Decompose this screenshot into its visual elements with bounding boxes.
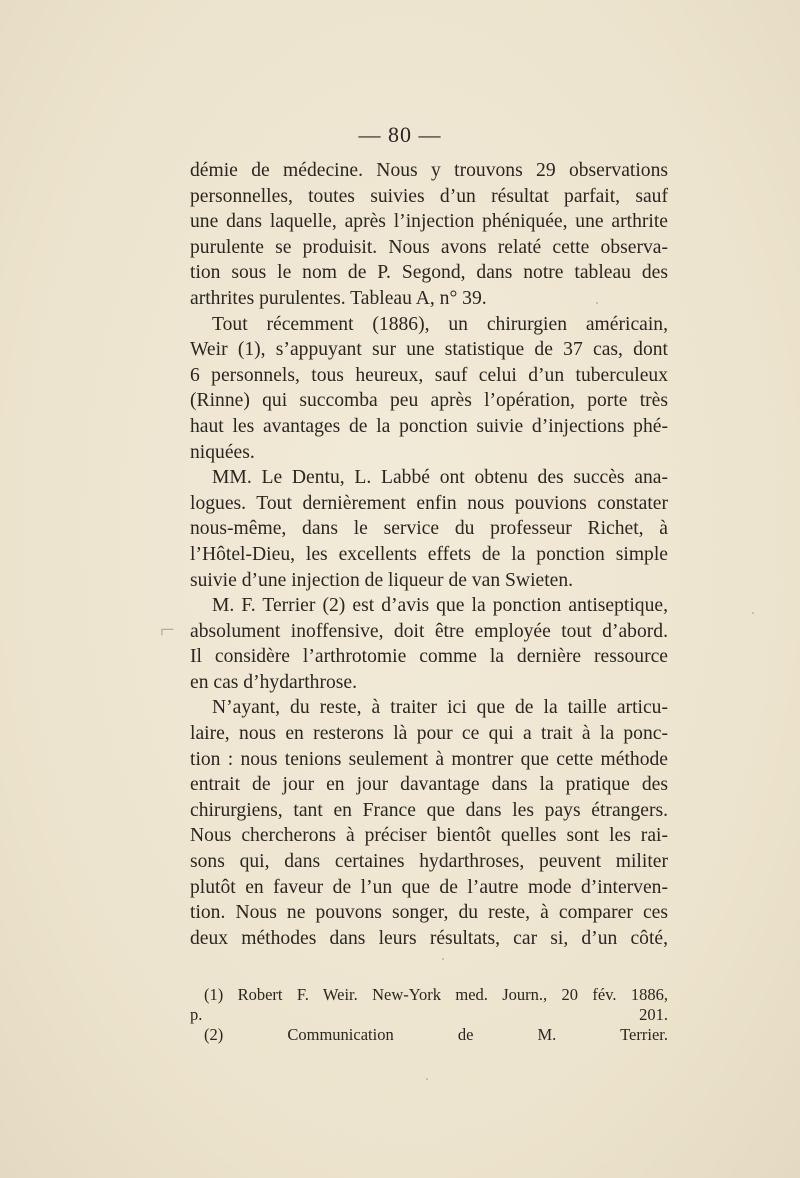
text-line: N’ayant, du reste, à traiter ici que de la taille articu- (212, 697, 668, 719)
text-line: entrait de jour en jour davantage dans la pratique des (190, 774, 668, 796)
text-line: suivie d’une injection de liqueur de van Swieten. (190, 569, 574, 591)
text-line: haut les avantages de la ponction suivie d’injections phé- (190, 415, 668, 437)
footnote-1: (1) Robert F. Weir. New-York med. Journ., 20 fév. 1886, (204, 985, 668, 1004)
paper-speck (442, 958, 444, 960)
text-line: chirurgiens, tant en France que dans les pays étrangers. (190, 799, 668, 821)
text-line: plutôt en faveur de l’un que de l’autre mode d’interven- (190, 876, 668, 898)
text-line: niquées. (190, 441, 255, 463)
text-line: absolument inoffensive, doit être employée tout d’abord. (190, 620, 668, 642)
text-line: sons qui, dans certaines hydarthroses, peuvent militer (190, 851, 668, 873)
text-line: Weir (1), s’appuyant sur une statistique de 37 cas, dont (190, 339, 668, 361)
text-line: personnelles, toutes suivies d’un résultat parfait, sauf (190, 185, 668, 207)
text-line: tion : nous tenions seulement à montrer que cette méthode (190, 748, 668, 770)
text-line: Nous chercherons à préciser bientôt quelles sont les rai- (190, 825, 668, 847)
footnote-2: (2) Communication de M. Terrier. (204, 1025, 668, 1044)
text-line: 6 personnels, tous heureux, sauf celui d’un tuberculeux (190, 364, 668, 386)
text-line: tion sous le nom de P. Segond, dans notre tableau des (190, 262, 668, 284)
text-line: démie de médecine. Nous y trouvons 29 observations (190, 160, 668, 181)
footnote-1-continuation: p. 201. (190, 1005, 668, 1024)
text-line: (Rinne) qui succomba peu après l’opération, porte très (190, 390, 668, 412)
text-line: purulente se produisit. Nous avons relaté cette observa- (190, 236, 668, 258)
text-line: laire, nous en resterons là pour ce qui a trait à la ponc- (190, 723, 668, 745)
text-line: nous-même, dans le service du professeur Richet, à (190, 518, 668, 540)
text-line: tion. Nous ne pouvons songer, du reste, à comparer ces (190, 902, 668, 924)
footnotes (190, 985, 668, 1045)
text-line: deux méthodes dans leurs résultats, car si, d’un côté, (190, 927, 668, 949)
margin-mark: ⌐ (160, 615, 175, 644)
text-line: une dans laquelle, après l’injection phéniquée, une arthrite (190, 211, 668, 233)
paper-speck (596, 302, 598, 304)
text-line: MM. Le Dentu, L. Labbé ont obtenu des succès ana- (212, 467, 668, 489)
body-text (190, 158, 668, 951)
text-line: Tout récemment (1886), un chirurgien américain, (212, 313, 668, 335)
paper-speck (752, 612, 754, 614)
text-line: l’Hôtel-Dieu, les excellents effets de la ponction simple (190, 543, 668, 565)
text-line: logues. Tout dernièrement enfin nous pouvions constater (190, 492, 668, 514)
text-line: M. F. Terrier (2) est d’avis que la ponction antiseptique, (212, 595, 668, 617)
page-number: — 80 — (358, 122, 442, 147)
text-line: arthrites purulentes. Tableau A, n° 39. (190, 287, 487, 309)
text-line: en cas d’hydarthrose. (190, 671, 358, 693)
paper-speck (426, 1078, 428, 1080)
text-line: Il considère l’arthrotomie comme la dernière ressource (190, 646, 668, 668)
